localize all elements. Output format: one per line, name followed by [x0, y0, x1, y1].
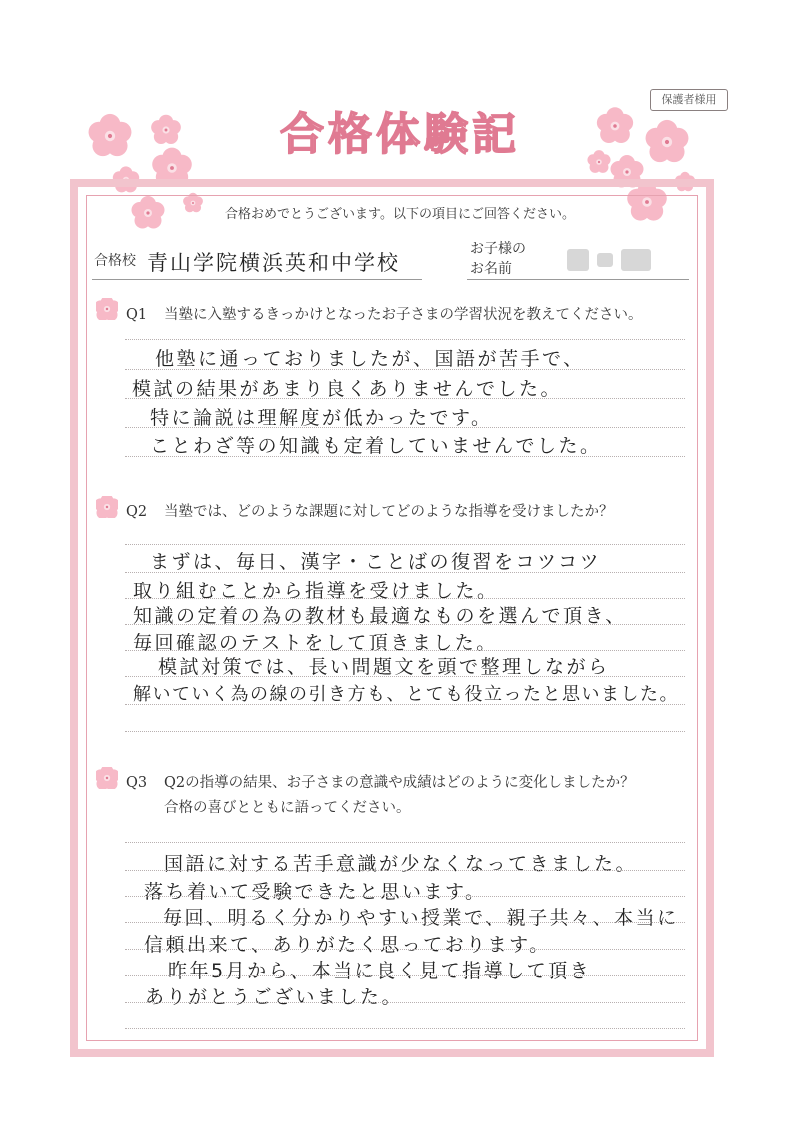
q2-question: Q2 当塾では、どのような課題に対してどのような指導を受けましたか？ — [126, 504, 614, 520]
q1-answer-line: 他塾に通っておりましたが、国語が苦手で、 — [155, 348, 585, 370]
q3-answer-line: 毎回、明るく分かりやすい授業で、親子共々、本当に — [163, 907, 679, 929]
flower-bullet-icon — [96, 298, 118, 320]
q2-answer-line: 毎回確認のテストをして頂きました。 — [133, 632, 498, 654]
q2-answer-line: 取り組むことから指導を受けました。 — [133, 580, 499, 602]
child-label-line1: お子様の — [470, 241, 526, 257]
child-label-line2: お名前 — [470, 261, 512, 277]
child-underline — [467, 279, 689, 280]
page-title: 合格体験記 — [280, 109, 520, 160]
usage-badge: 保護者様用 — [650, 89, 728, 111]
q1-question: Q1 当塾に入塾するきっかけとなったお子さまの学習状況を教えてください。 — [126, 307, 643, 323]
q3-answer-line: 昨年5月から、本当に良く見て指導して頂き — [168, 960, 592, 982]
q3-question: Q3 Q2の指導の結果、お子さまの意識や成績はどのように変化しましたか？ 合格の喜びとともに語ってください。 — [126, 775, 635, 816]
school-name-handwritten: 青山学院横浜英和中学校 — [147, 251, 400, 275]
q3-answer-line: 信頼出来て、ありがたく思っております。 — [144, 934, 551, 956]
school-underline — [92, 279, 422, 280]
q3-answer-line: 国語に対する苦手意識が少なくなってきました。 — [164, 853, 638, 875]
q1-answer-line: 特に論説は理解度が低かったです。 — [150, 407, 493, 429]
q2-answer-line: 知識の定着の為の教材も最適なものを選んで頂き、 — [133, 605, 627, 627]
q3-answer-line: ありがとうございました。 — [145, 986, 404, 1008]
child-name-redacted — [567, 243, 653, 277]
intro-text: 合格おめでとうございます。以下の項目にご回答ください。 — [225, 207, 575, 222]
school-label: 合格校 — [94, 253, 136, 269]
q2-answer-line: 模試対策では、長い問題文を頭で整理しながら — [158, 656, 610, 678]
q1-answer-line: 模試の結果があまり良くありませんでした。 — [132, 378, 563, 400]
q3-answer-line: 落ち着いて受験できたと思います。 — [144, 881, 487, 903]
q2-answer-line: 解いていく為の線の引き方も、とても役立ったと思いました。 — [133, 684, 679, 705]
q2-answer-line: まずは、毎日、漢字・ことばの復習をコツコツ — [150, 551, 602, 573]
q1-answer-line: ことわざ等の知識も定着していませんでした。 — [150, 435, 602, 457]
flower-bullet-icon — [96, 496, 118, 518]
flower-bullet-icon — [96, 767, 118, 789]
